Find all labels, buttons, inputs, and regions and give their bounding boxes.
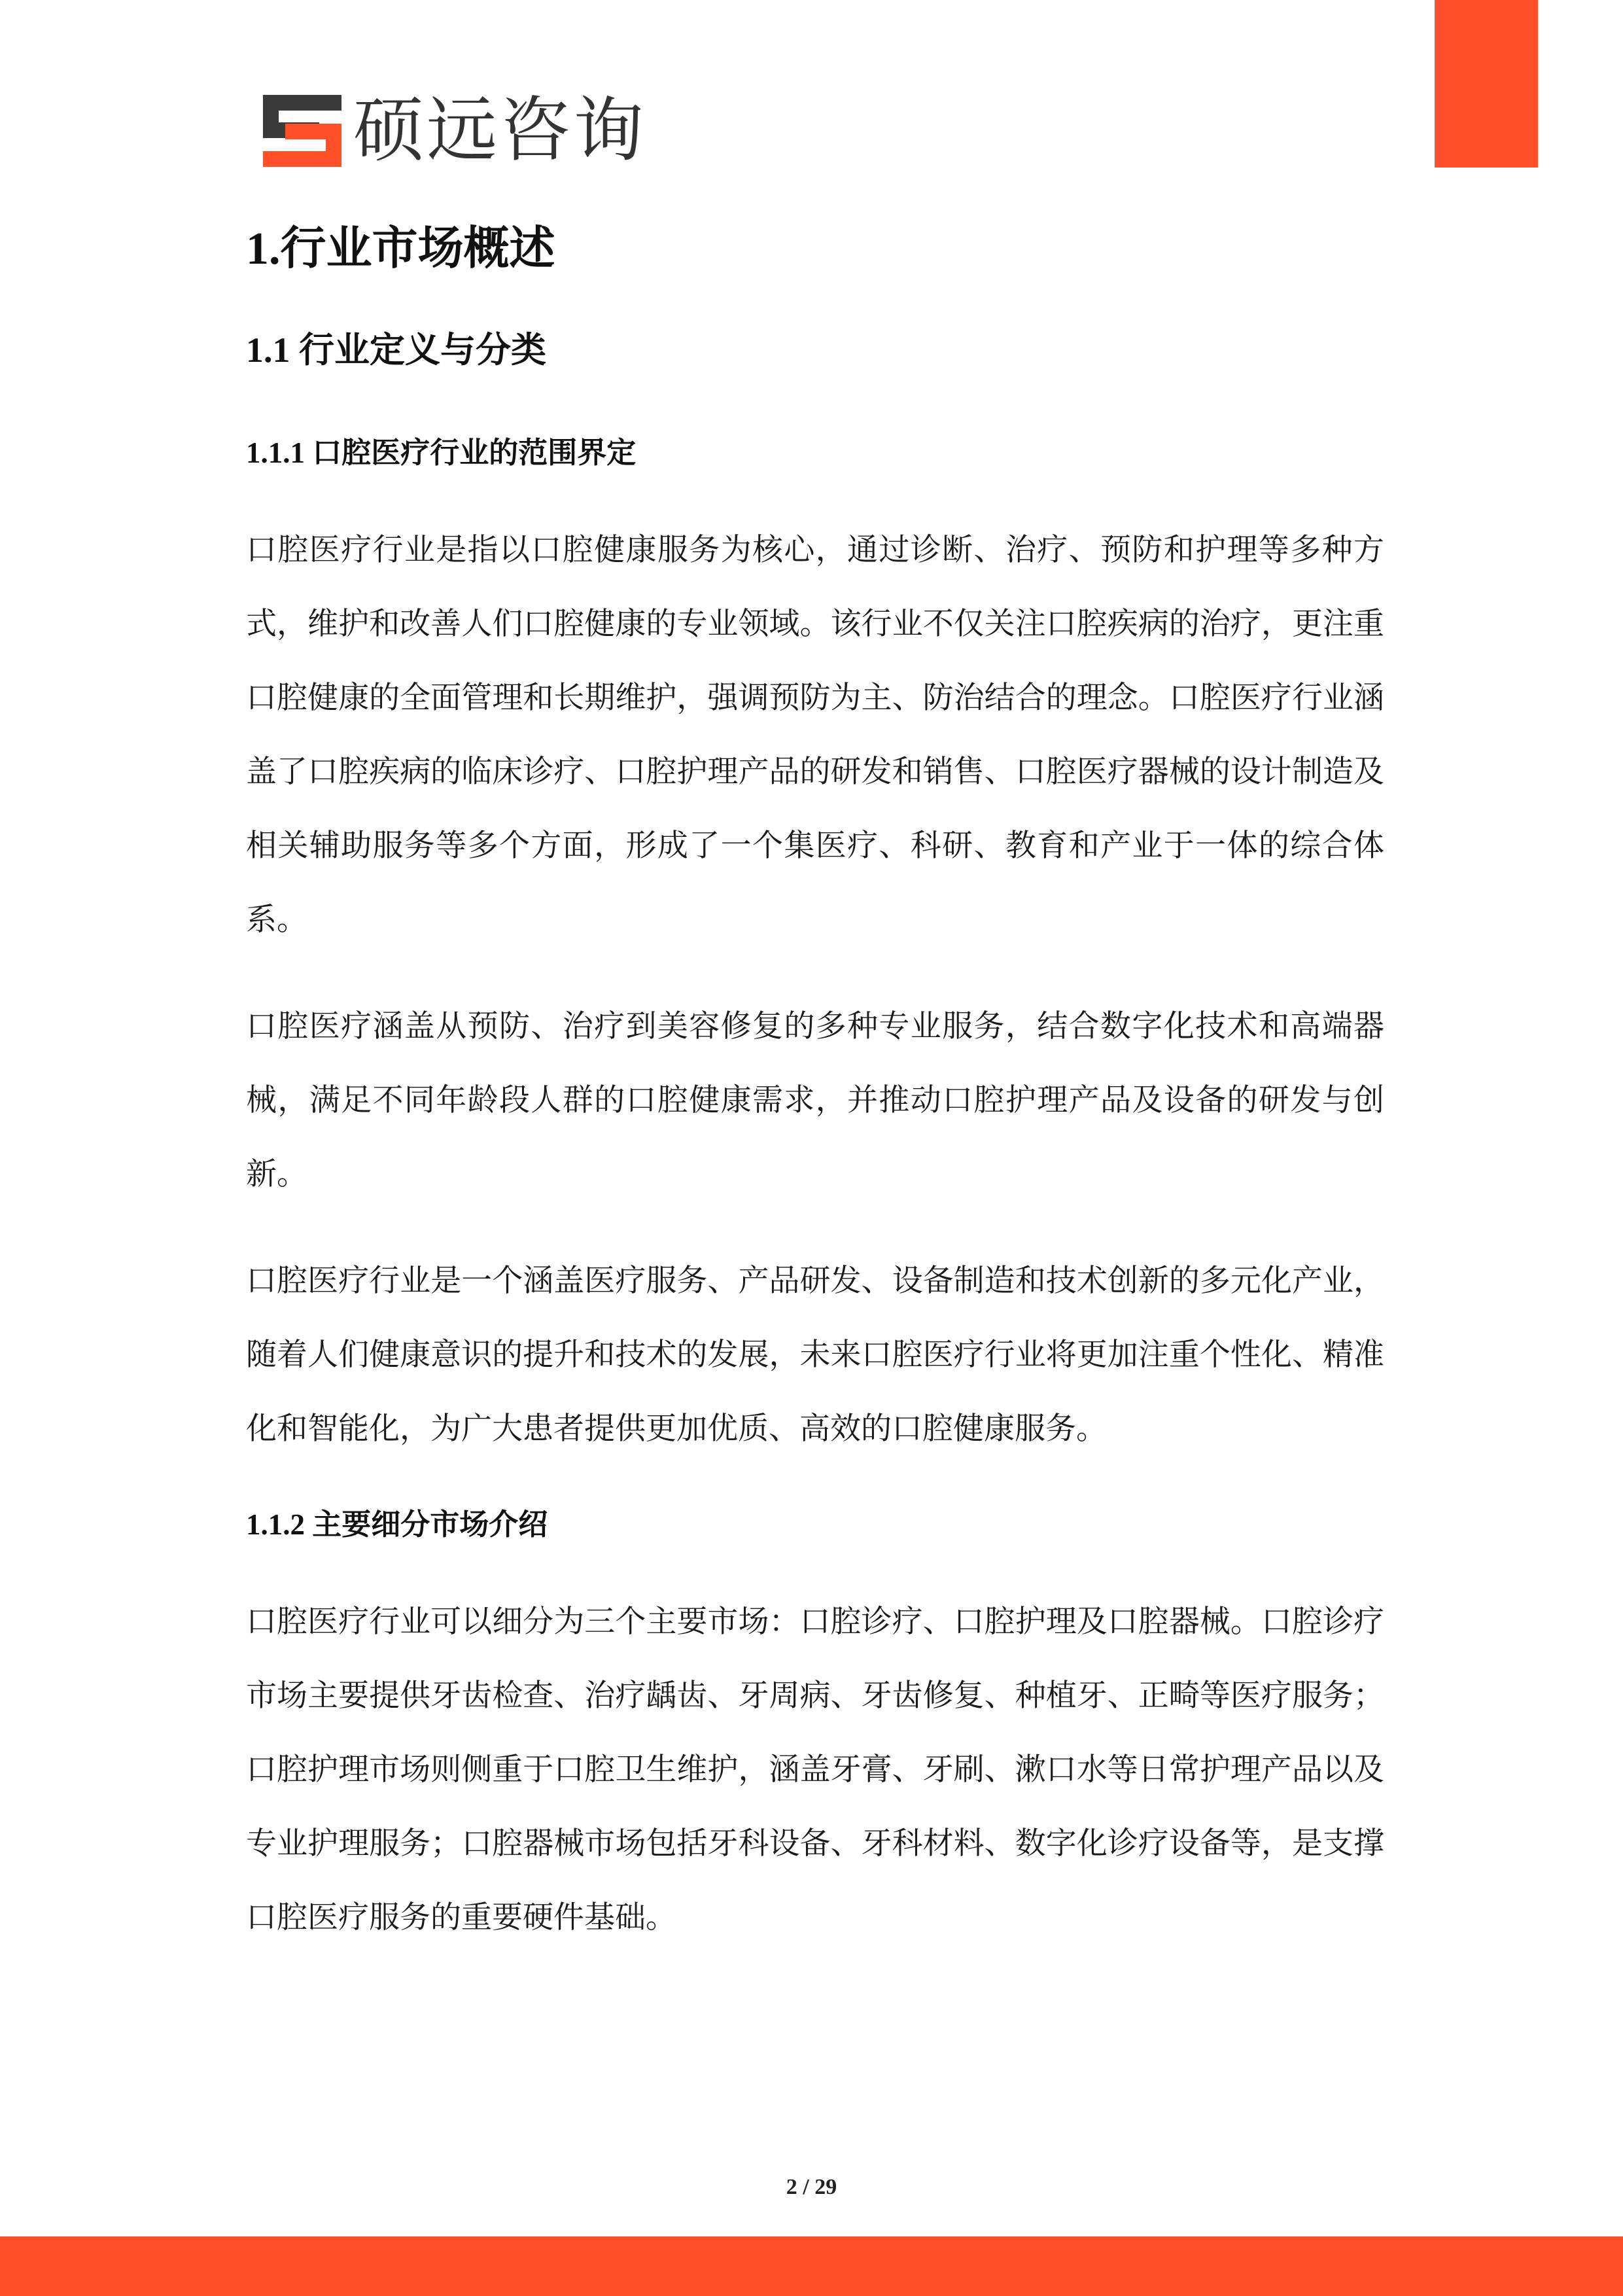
document-body (246, 213, 1384, 1954)
paragraph: 口腔医疗涵盖从预防、治疗到美容修复的多种专业服务，结合数字化技术和高端器械，满足不同年龄段人群的口腔健康需求，并推动口腔护理产品及设备的研发与创新。 (246, 1008, 1384, 1192)
corner-accent-tab (1435, 0, 1538, 168)
paragraph: 口腔医疗行业是一个涵盖医疗服务、产品研发、设备制造和技术创新的多元化产业，随着人们健康意识的提升和技术的发展，未来口腔医疗行业将更加注重个性化、精准化和智能化，为广大患者提供更加优质、高效的口腔健康服务。 (246, 1263, 1384, 1447)
subsection-heading-scope: 1.1.1 口腔医疗行业的范围界定 (246, 436, 637, 469)
brand-logo (263, 92, 646, 170)
subsection-heading-segments: 1.1.2 主要细分市场介绍 (246, 1508, 548, 1541)
s-block-logo-icon (263, 95, 341, 167)
footer-accent-bar (0, 2236, 1623, 2296)
chapter-heading: 1.行业市场概述 (246, 224, 555, 274)
paragraph: 口腔医疗行业是指以口腔健康服务为核心，通过诊断、治疗、预防和护理等多种方式，维护和改善人们口腔健康的专业领域。该行业不仅关注口腔疾病的治疗，更注重口腔健康的全面管理和长期维护，强调预防为主、防治结合的理念。口腔医疗行业涵盖了口腔疾病的临床诊疗、口腔护理产品的研发和销售、口腔医疗器械的设计制造及相关辅助服务等多个方面，形成了一个集医疗、科研、教育和产业于一体的综合体系。 (246, 532, 1384, 938)
page-number: 2 / 29 (786, 2175, 837, 2199)
brand-name: 硕远咨询 (353, 90, 647, 171)
paragraph: 口腔医疗行业可以细分为三个主要市场：口腔诊疗、口腔护理及口腔器械。口腔诊疗市场主要提供牙齿检查、治疗龋齿、牙周病、牙齿修复、种植牙、正畸等医疗服务；口腔护理市场则侧重于口腔卫生维护，涵盖牙膏、牙刷、漱口水等日常护理产品以及专业护理服务；口腔器械市场包括牙科设备、牙科材料、数字化诊疗设备等，是支撑口腔医疗服务的重要硬件基础。 (246, 1604, 1384, 1935)
section-heading: 1.1 行业定义与分类 (246, 330, 546, 370)
